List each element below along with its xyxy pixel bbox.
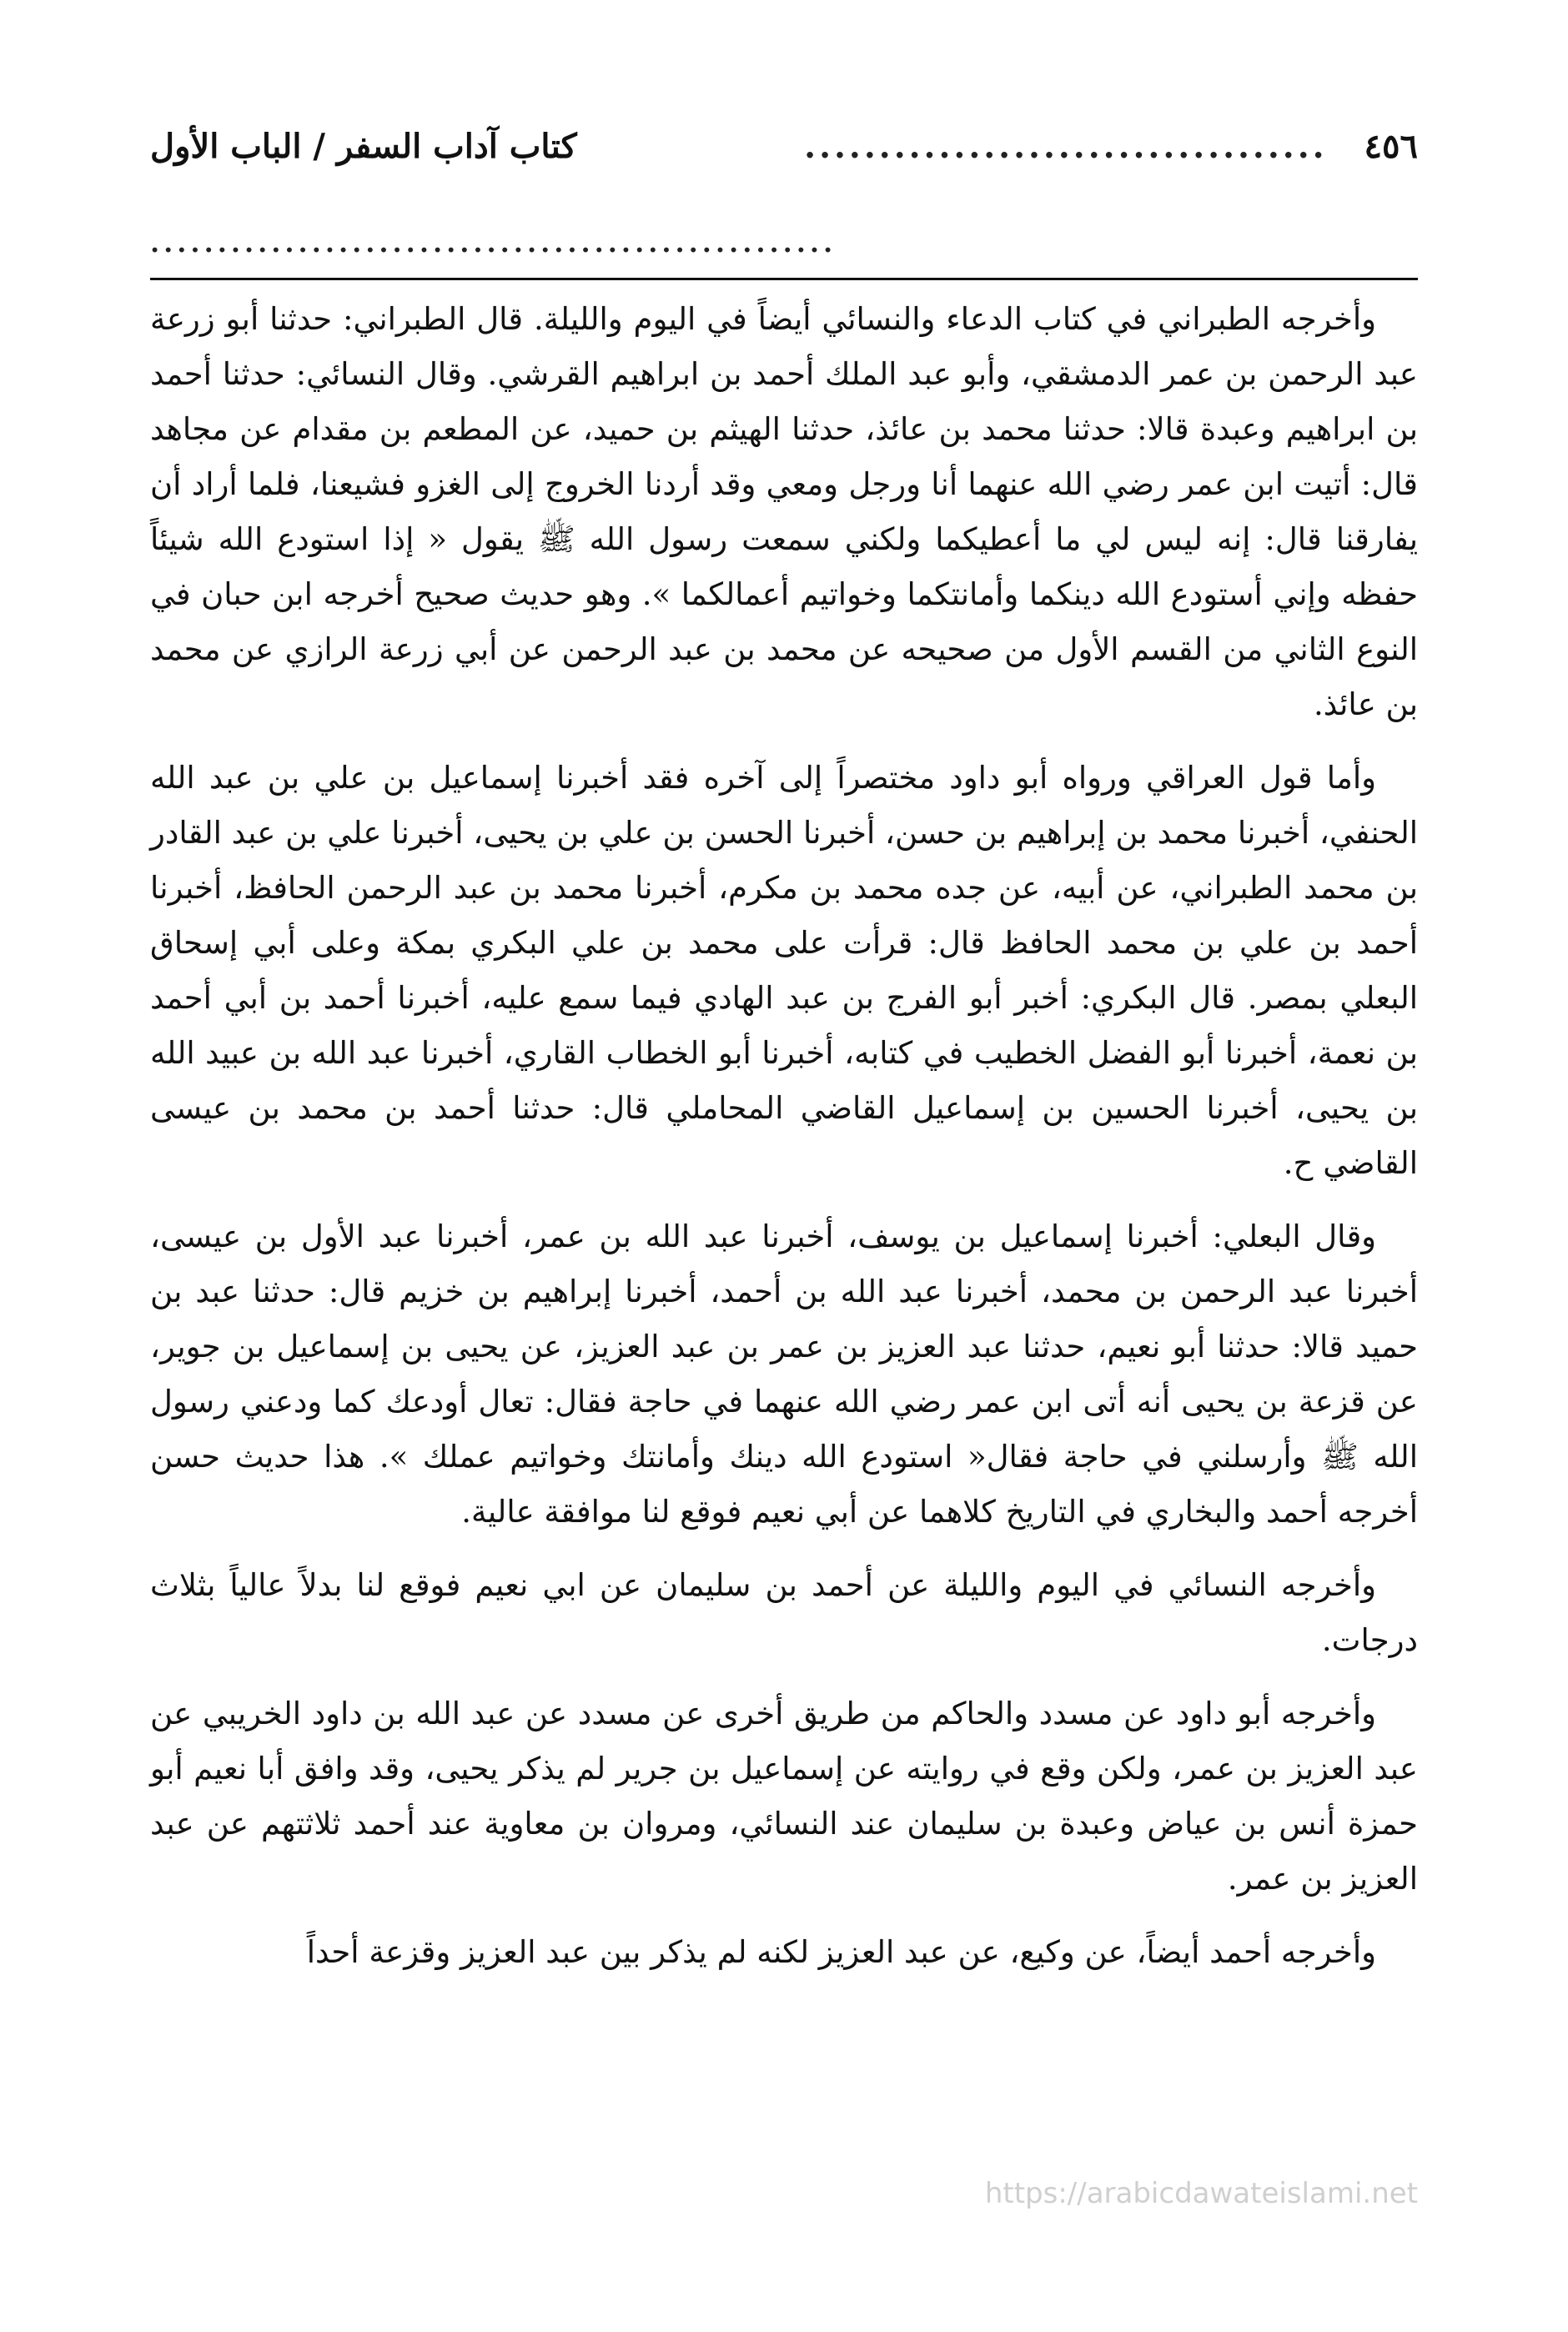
paragraph: وأخرجه الطبراني في كتاب الدعاء والنسائي أيضاً في اليوم والليلة. قال الطبراني: حدثنا أبو زرعة عبد الرحمن بن عمر الدمشقي، وأبو عبد الملك أحمد بن ابراهيم القرشي. وقال النسائي: حدثنا أحمد بن ابراهيم وعبدة قالا: حدثنا محمد بن عائذ، حدثنا الهيثم بن حميد، عن المطعم بن مقدام عن مجاهد قال: أتيت ابن عمر رضي الله عنهما أنا ورجل ومعي وقد أردنا الخروج إلى الغزو فشيعنا، فلما أراد أن يفارقنا قال: إنه ليس لي ما أعطيكما ولكني سمعت رسول الله ﷺ يقول « إذا استودع الله شيئاً حفظه وإني أستودع الله دينكما وأمانتكما وخواتيم أعمالكما ». وهو حديث صحيح أخرجه ابن حبان في النوع الثاني من القسم الأول من صحيحه عن محمد بن عبد الرحمن عن أبي زرعة الرازي عن محمد بن عائذ. xyxy=(150,301,1418,722)
leader-dots: ................................... xyxy=(804,126,1328,166)
paragraph: وأما قول العراقي ورواه أبو داود مختصراً إلى آخره فقد أخبرنا إسماعيل بن علي بن عبد الله الحنفي، أخبرنا محمد بن إبراهيم بن حسن، أخبرنا الحسن بن علي بن يحيى، أخبرنا علي بن عبد القادر بن محمد الطبراني، عن أبيه، عن جده محمد بن مكرم، أخبرنا محمد بن عبد الرحمن الحافظ، أخبرنا أحمد بن علي بن محمد الحافظ قال: قرأت على محمد بن علي البكري بمكة وعلى أبي إسحاق البعلي بمصر. قال البكري: أخبر أبو الفرج بن عبد الهادي فيما سمع عليه، أخبرنا أحمد بن أبي أحمد بن نعمة، أخبرنا أبو الفضل الخطيب في كتابه، أخبرنا أبو الخطاب القاري، أخبرنا عبد الله بن عبيد الله بن يحيى، أخبرنا الحسين بن إسماعيل القاضي المحاملي قال: حدثنا أحمد بن محمد بن عيسى القاضي ح. xyxy=(150,760,1418,1181)
running-head xyxy=(150,117,1418,175)
watermark-url: https://arabicdawateislami.net xyxy=(984,2177,1418,2210)
page-number: ٤٥٦ xyxy=(1364,126,1418,166)
book-title: كتاب آداب السفر / الباب الأول xyxy=(150,126,577,166)
main-text xyxy=(150,292,1418,1998)
paragraph: وأخرجه النسائي في اليوم والليلة عن أحمد بن سليمان عن ابي نعيم فوقع لنا بدلاً عالياً بثلاث درجات. xyxy=(150,1567,1418,1658)
continuation-dots: ................................................... xyxy=(150,227,837,259)
paragraph: وأخرجه أحمد أيضاً، عن وكيع، عن عبد العزيز لكنه لم يذكر بين عبد العزيز وقزعة أحداً xyxy=(306,1934,1376,1970)
paragraph: وقال البعلي: أخبرنا إسماعيل بن يوسف، أخبرنا عبد الله بن عمر، أخبرنا عبد الأول بن عيسى، أخبرنا عبد الرحمن بن محمد، أخبرنا عبد الله بن أحمد، أخبرنا إبراهيم بن خزيم قال: حدثنا عبد بن حميد قالا: حدثنا أبو نعيم، حدثنا عبد العزيز بن عمر بن عبد العزيز، عن يحيى بن إسماعيل بن جوير، عن قزعة بن يحيى أنه أتى ابن عمر رضي الله عنهما في حاجة فقال: تعال أودعك كما ودعني رسول الله ﷺ وأرسلني في حاجة فقال« استودع الله دينك وأمانتك وخواتيم عملك ». هذا حديث حسن أخرجه أحمد والبخاري في التاريخ كلاهما عن أبي نعيم فوقع لنا موافقة عالية. xyxy=(150,1219,1418,1530)
header-rule xyxy=(150,278,1418,280)
paragraph: وأخرجه أبو داود عن مسدد والحاكم من طريق أخرى عن مسدد عن عبد الله بن داود الخريبي عن عبد العزيز بن عمر، ولكن وقع في روايته عن إسماعيل بن جرير لم يذكر يحيى، وقد وافق أبا نعيم أبو حمزة أنس بن عياض وعبدة بن سليمان عند النسائي، ومروان بن معاوية عند أحمد ثلاثتهم عن عبد العزيز بن عمر. xyxy=(150,1696,1418,1897)
